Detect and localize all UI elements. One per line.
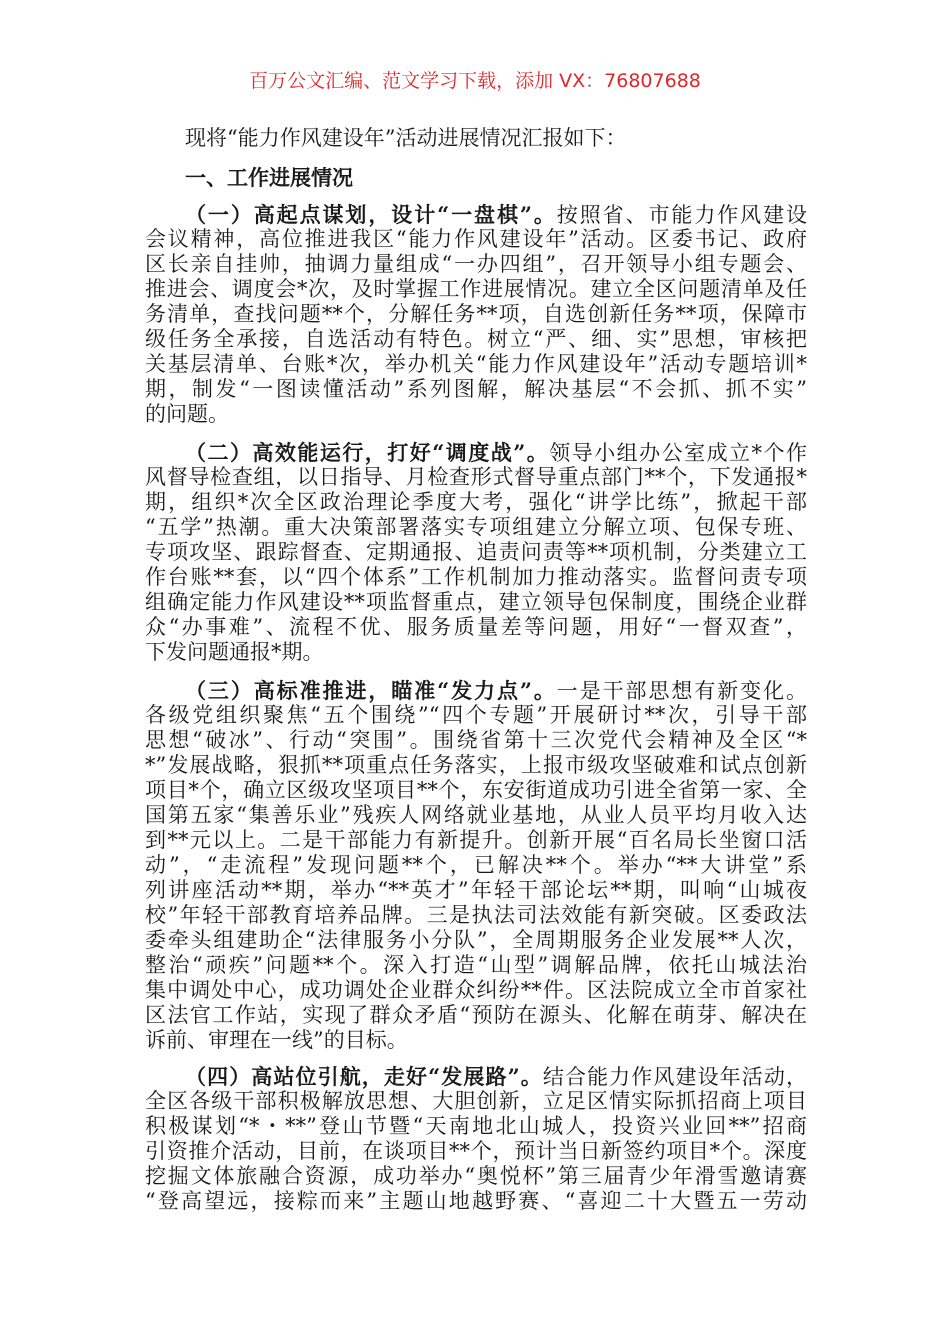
section-heading-block xyxy=(145,165,807,190)
paragraph-line: 各级党组织聚焦“五个围绕”“四个专题”开展研讨**次，引导干部 xyxy=(145,703,807,727)
intro-line: 现将“能力作风建设年”活动进展情况汇报如下： xyxy=(185,126,627,150)
paragraph-line xyxy=(145,440,807,465)
paragraph-line: 会议精神，高位推进我区“能力作风建设年”活动。区委书记、政府 xyxy=(145,227,807,251)
paragraph-line: 区长亲自挂帅，抽调力量组成“一办四组”，召开领导小组专题会、 xyxy=(145,252,807,276)
paragraph-lead: （二）高效能运行，打好“调度战”。 xyxy=(185,440,550,465)
paragraph-line: 关基层清单、台账*次，举办机关“能力作风建设年”活动专题培训* xyxy=(145,352,807,376)
paragraph-line: 诉前、审理在一线”的目标。 xyxy=(145,1028,408,1052)
paragraph-line: 引资推介活动，目前，在谈项目**个，预计当日新签约项目*个。深度 xyxy=(145,1139,807,1163)
paragraph-line: 风督导检查组，以日指导、月检查形式督导重点部门**个，下发通报* xyxy=(145,465,807,489)
paragraph-text: 一是干部思想有新变化。 xyxy=(556,679,807,703)
paragraph-line: 专项攻坚、跟踪督查、定期通报、追责问责等**项机制，分类建立工 xyxy=(145,540,807,564)
paragraph-line: 期，组织*次全区政治理论季度大考，强化“讲学比练”，掀起干部 xyxy=(145,490,807,514)
watermark-banner: 百万公文汇编、范文学习下载，添加 VX：76807688 xyxy=(249,70,701,92)
paragraph-line: 作台账**套，以“四个体系”工作机制加力推动落实。监督问责专项 xyxy=(145,565,807,589)
paragraph-4 xyxy=(145,1064,807,1214)
paragraph-line: 委牵头组建助企“法律服务小分队”，全周期服务企业发展**人次， xyxy=(145,928,807,952)
paragraph-lead: （一）高起点谋划，设计“一盘棋”。 xyxy=(185,202,557,227)
paragraph-line: 思想“破冰”、行动“突围”。围绕省第十三次党代会精神及全区“* xyxy=(145,728,807,752)
paragraph-line: 务清单，查找问题**个，分解任务**项，自选创新任务**项，保障市 xyxy=(145,302,807,326)
paragraph-line: 级任务全承接，自选活动有特色。树立“严、细、实”思想，审核把 xyxy=(145,327,807,351)
paragraph-text: 按照省、市能力作风建设 xyxy=(556,203,807,227)
paragraph-lead: （四）高站位引航，走好“发展路”。 xyxy=(185,1064,543,1089)
paragraph-line xyxy=(145,202,807,227)
paragraph-line xyxy=(145,1064,807,1089)
paragraph-line: 组确定能力作风建设**项监督重点，建立领导包保制度，围绕企业群 xyxy=(145,590,807,614)
paragraph-line: 列讲座活动**期，举办“**英才”年轻干部论坛**期，叫响“山城夜 xyxy=(145,878,807,902)
intro-paragraph xyxy=(145,126,807,151)
paragraph-line xyxy=(145,678,807,703)
paragraph-line: 国第五家“集善乐业”残疾人网络就业基地，从业人员平均月收入达 xyxy=(145,803,807,827)
paragraph-2 xyxy=(145,440,807,665)
paragraph-line: 整治“顽疾”问题**个。深入打造“山型”调解品牌，依托山城法治 xyxy=(145,953,807,977)
paragraph-line: 校”年轻干部教育培养品牌。三是执法司法效能有新突破。区委政法 xyxy=(145,903,807,927)
paragraph-1 xyxy=(145,202,807,427)
paragraph-line: 期，制发“一图读懂活动”系列图解，解决基层“不会抓、抓不实” xyxy=(145,377,807,401)
paragraph-line: 集中调处中心，成功调处企业群众纠纷**件。区法院成立全市首家社 xyxy=(145,978,807,1002)
paragraph-line: 到**元以上。二是干部能力有新提升。创新开展“百名局长坐窗口活 xyxy=(145,828,807,852)
paragraph-line: “登高望远，接粽而来”主题山地越野赛、“喜迎二十大暨五一劳动 xyxy=(145,1189,807,1213)
paragraph-line: 挖掘文体旅融合资源，成功举办“奥悦杯”第三届青少年滑雪邀请赛 xyxy=(145,1164,807,1188)
paragraph-line: 下发问题通报*期。 xyxy=(145,640,324,664)
paragraph-line: 推进会、调度会*次，及时掌握工作进展情况。建立全区问题清单及任 xyxy=(145,277,807,301)
paragraph-line: 项目*个，确立区级攻坚项目**个，东安街道成功引进全省第一家、全 xyxy=(145,778,807,802)
paragraph-line: 的问题。 xyxy=(145,402,229,426)
paragraph-line: 积极谋划“*・**”登山节暨“天南地北山城人，投资兴业回**”招商 xyxy=(145,1114,807,1138)
paragraph-line: 众“办事难”、流程不优、服务质量差等问题，用好“一督双查”， xyxy=(145,615,807,639)
paragraph-text: 领导小组办公室成立*个作 xyxy=(549,441,807,465)
paragraph-text: 结合能力作风建设年活动， xyxy=(542,1065,807,1089)
paragraph-line: 动”，“走流程”发现问题**个，已解决**个。举办“**大讲堂”系 xyxy=(145,853,807,877)
section-heading: 一、工作进展情况 xyxy=(185,165,353,190)
paragraph-line: 全区各级干部积极解放思想、大胆创新，立足区情实际抓招商上项目 xyxy=(145,1089,807,1113)
paragraph-line: “五学”热潮。重大决策部署落实专项组建立分解立项、包保专班、 xyxy=(145,515,807,539)
paragraph-lead: （三）高标准推进，瞄准“发力点”。 xyxy=(185,678,557,703)
paragraph-line: *”发展战略，狠抓**项重点任务落实，上报市级攻坚破难和试点创新 xyxy=(145,753,807,777)
paragraph-3 xyxy=(145,678,807,1053)
paragraph-line: 区法官工作站，实现了群众矛盾“预防在源头、化解在萌芽、解决在 xyxy=(145,1003,807,1027)
